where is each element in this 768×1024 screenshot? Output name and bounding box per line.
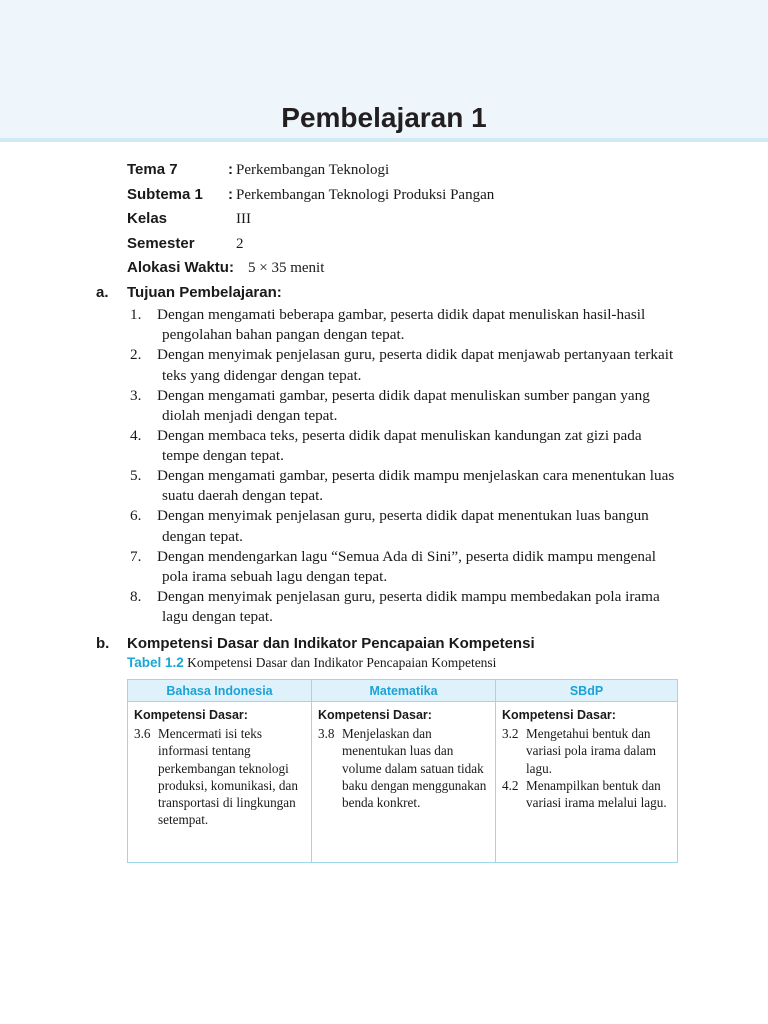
section-letter: a. [96,284,109,301]
caption-label: Tabel 1.2 [127,655,184,670]
objectives-list [130,305,680,627]
item-text: Dengan mengamati beberapa gambar, peserta didik dapat menuliskan hasil-hasil pengolahan bahan pangan dengan tepat. [157,306,646,344]
item-number: 5. [130,467,142,485]
table-cell-bahasa-indonesia [128,702,311,862]
list-item [130,466,680,506]
item-text: Dengan menyimak penjelasan guru, peserta didik mampu membedakan pola irama lagu dengan tepat. [157,588,660,626]
meta-value: 5 × 35 menit [248,260,325,276]
column-header-sbdp: SBdP [495,680,677,702]
list-item [130,506,680,546]
meta-label: Semester [127,234,195,252]
column-header-matematika: Matematika [311,680,495,702]
competency-text: Mengetahui bentuk dan variasi pola irama dalam lagu. [526,726,656,776]
item-number: 1. [130,306,142,323]
competency-code: 3.6 [134,726,151,741]
cell-subheading: Kompetensi Dasar: [502,708,616,722]
cell-subheading: Kompetensi Dasar: [134,708,248,722]
section-letter: b. [96,635,110,652]
competency-code: 3.2 [502,726,519,741]
table-caption [127,655,496,671]
list-item [130,345,680,385]
competency-text: Mencermati isi teks informasi tentang perkembangan teknologi produksi, komunikasi, dan transportasi di lingkungan setempat. [158,726,298,828]
list-item [130,587,680,627]
meta-value: Perkembangan Teknologi Produksi Pangan [236,186,495,203]
competency-item [318,725,495,811]
section-title: Kompetensi Dasar dan Indikator Pencapaian Kompetensi [127,635,535,652]
list-item [130,547,680,587]
item-number: 3. [130,386,142,404]
meta-row-alokasi [127,259,687,284]
meta-label: Subtema 1 [127,185,203,203]
meta-row-semester [127,235,687,260]
section-heading-competencies [96,635,535,652]
list-item [130,386,680,426]
item-number: 7. [130,547,142,565]
list-item [130,426,680,466]
meta-separator: : [228,185,233,203]
competency-item [502,777,677,812]
competency-text: Menampilkan bentuk dan variasi irama melalui lagu. [526,777,667,811]
item-text: Dengan mengamati gambar, peserta didik mampu menjelaskan cara menentukan luas suatu daerah dengan tepat. [157,467,675,505]
meta-label: Kelas [127,210,168,227]
item-number: 6. [130,507,142,525]
item-text: Dengan mengamati gambar, peserta didik dapat menuliskan sumber pangan yang diolah menjadi dengan tepat. [157,386,650,424]
section-title: Tujuan Pembelajaran: [127,284,282,301]
item-number: 4. [130,426,142,444]
cell-subheading: Kompetensi Dasar: [318,708,432,722]
column-header-bahasa-indonesia: Bahasa Indonesia [128,680,311,702]
competency-item [502,725,677,777]
meta-row-subtema [127,186,687,211]
meta-row-tema [127,161,687,186]
competency-text: Menjelaskan dan menentukan luas dan volume dalam satuan tidak baku dengan menggunakan benda konkret. [342,726,487,811]
meta-row-kelas [127,210,687,235]
meta-label: Alokasi Waktu: [127,259,234,276]
meta-value: Perkembangan Teknologi [236,162,390,178]
table-cell-matematika [311,702,495,862]
caption-text: Kompetensi Dasar dan Indikator Pencapaian Kompetensi [183,655,497,670]
header-rule [0,138,768,142]
competency-code: 3.8 [318,726,335,741]
competency-code: 4.2 [502,777,519,793]
page-title: Pembelajaran 1 [281,102,487,133]
lesson-meta [127,161,687,284]
item-number: 2. [130,346,142,364]
list-item [130,305,680,345]
item-text: Dengan menyimak penjelasan guru, peserta didik dapat menjawab pertanyaan terkait teks yang didengar dengan tepat. [157,346,674,384]
item-number: 8. [130,588,142,606]
section-heading-objectives [96,284,282,301]
meta-separator: : [228,161,233,178]
meta-value: 2 [236,235,244,252]
competency-table [127,679,678,863]
competency-item [134,725,311,829]
meta-value: III [236,211,251,227]
item-text: Dengan membaca teks, peserta didik dapat menuliskan kandungan zat gizi pada tempe dengan tepat. [157,426,642,465]
table-cell-sbdp [495,702,677,862]
item-text: Dengan menyimak penjelasan guru, peserta didik dapat menentukan luas bangun dengan tepat. [157,507,649,545]
item-text: Dengan mendengarkan lagu “Semua Ada di Sini”, peserta didik mampu mengenal pola irama sebuah lagu dengan tepat. [157,547,656,585]
meta-label: Tema 7 [127,161,178,178]
